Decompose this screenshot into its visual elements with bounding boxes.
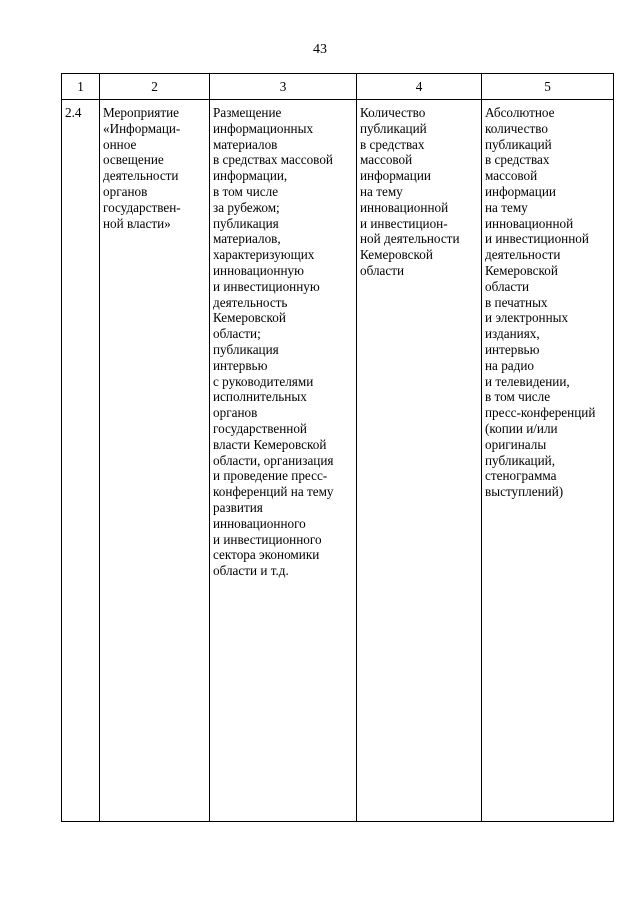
column-header-4: 4 bbox=[357, 74, 482, 100]
cell-item-number bbox=[62, 100, 100, 822]
column-header-3: 3 bbox=[210, 74, 357, 100]
cell-event-description bbox=[210, 100, 357, 822]
column-header-2: 2 bbox=[100, 74, 210, 100]
table-header bbox=[62, 74, 614, 100]
indicator-text: Количество публикаций в средствах массовой информации на тему инновационной и инвестицион- ной деятельности Кемеровской области bbox=[360, 105, 460, 278]
cell-indicator bbox=[357, 100, 482, 822]
page-number: 43 bbox=[313, 42, 327, 57]
event-description-text: Размещение информационных материалов в средствах массовой информации, в том числе за рубежом; публикация материалов, характеризующих инновационную и инвестиционную деятельность Кемеровской области; публикация интервью с руководителями исполнительных органов государственной власти Кемеровской области, организация и проведение пресс- конференций на тему развития инновационного и инвестиционного сектора экономики области и т.д. bbox=[213, 105, 334, 579]
cell-event-name bbox=[100, 100, 210, 822]
column-header-1: 1 bbox=[62, 74, 100, 100]
item-number-text: 2.4 bbox=[65, 105, 82, 120]
cell-measurement bbox=[482, 100, 614, 822]
program-table bbox=[61, 73, 614, 822]
column-header-5: 5 bbox=[482, 74, 614, 100]
header-row bbox=[62, 74, 614, 100]
event-name-text: Мероприятие «Информаци- онное освещение деятельности органов государствен- ной власти» bbox=[103, 105, 181, 231]
measurement-text: Абсолютное количество публикаций в средствах массовой информации на тему инновационной и инвестиционной деятельности Кемеровской области в печатных и электронных изданиях, интервью на радио и телевидении, в том числе пресс-конференций (копии и/или оригиналы публикаций, стенограмма выступлений) bbox=[485, 105, 596, 500]
table-row bbox=[62, 100, 614, 822]
